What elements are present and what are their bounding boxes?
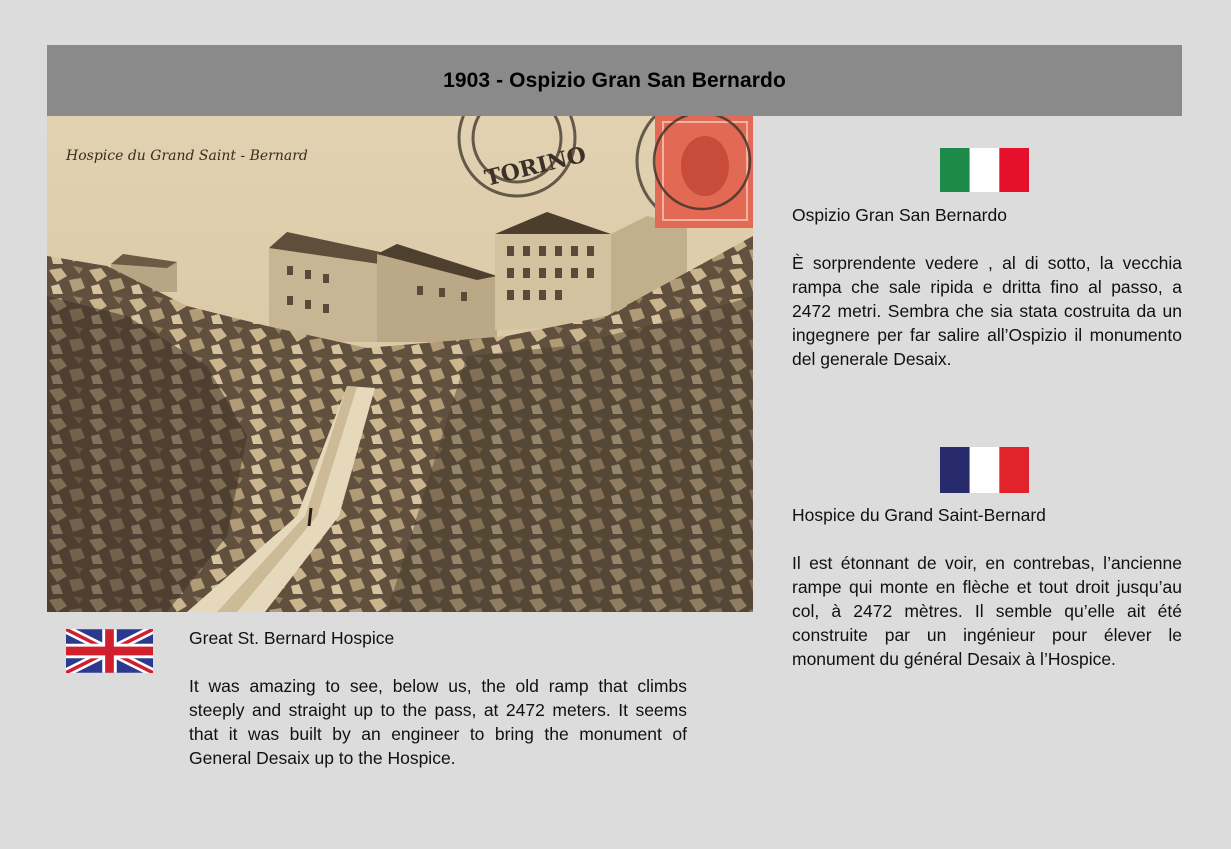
title-bar [47,45,1182,116]
page-title: 1903 - Ospizio Gran San Bernardo [443,68,786,92]
historic-postcard-photo [47,116,753,612]
french-text-block [792,503,1182,671]
french-body: Il est étonnant de voir, en contrebas, l’ancienne rampe qui monte en flèche et tout droit jusqu’au col, à 2472 mètres. Il semble qu’elle ait été construite par un ingénieur pour élever le monument du général Desaix à l’Hospice. [792,553,1182,669]
english-heading: Great St. Bernard Hospice [189,628,395,648]
italy-flag-icon [940,148,1029,192]
italian-heading: Ospizio Gran San Bernardo [792,205,1007,225]
italian-text-block [792,203,1182,371]
french-heading: Hospice du Grand Saint-Bernard [792,505,1046,525]
english-text-block [189,626,687,770]
italian-body: È sorprendente vedere , al di sotto, la vecchia rampa che sale ripida e dritta fino al passo, a 2472 metri. Sembra che sia stata costruita da un ingegnere per far salire all’Ospizio il monumento del generale Desaix. [792,253,1182,369]
english-body: It was amazing to see, below us, the old ramp that climbs steeply and straight up to the pass, at 2472 meters. It seems that it was built by an engineer to bring the monument of General Desaix up to the Hospice. [189,676,687,768]
postmark-text: TORINO [482,141,589,192]
france-flag-icon [940,447,1029,493]
postcard-illustration [47,116,753,612]
postage-stamp [654,116,753,228]
uk-flag-icon [66,629,153,673]
postcard-caption: Hospice du Grand Saint - Bernard [66,148,308,164]
